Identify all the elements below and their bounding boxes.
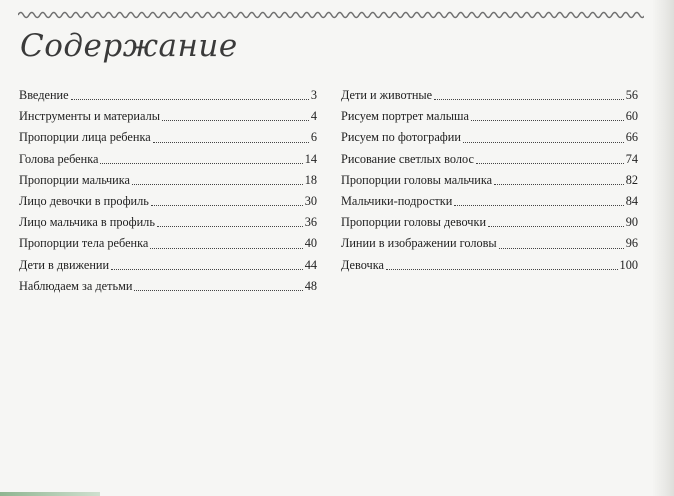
dot-leader [434,99,624,100]
toc-entry-title: Дети в движении [19,257,110,272]
toc-entry [19,276,317,297]
toc-entry [19,85,317,106]
toc-entry-title: Дети и животные [341,88,433,102]
dot-leader [150,248,302,249]
toc-entry-page-number: 30 [304,193,317,208]
toc-entry-title: Рисование светлых волос [341,151,474,166]
dot-leader [162,120,309,121]
toc-entry-title: Инструменты и материалы [19,109,160,124]
toc-entry-title: Рисуем портрет малыша [341,109,469,124]
toc-entry-page-number: 90 [625,215,638,230]
toc-entry-page-number: 44 [304,257,317,272]
toc-entry-title: Рисуем по фотографии [341,130,461,145]
dot-leader [71,99,309,100]
toc-entry [19,149,317,170]
toc-entry [19,255,317,276]
wavy-divider-line [18,8,644,22]
dot-leader [386,269,618,270]
dot-leader [488,226,624,227]
toc-column-right [341,85,638,276]
toc-entry-title: Пропорции тела ребенка [19,236,149,251]
toc-entry-page-number: 84 [625,193,638,208]
toc-entry-title: Пропорции головы мальчика [341,172,493,187]
toc-entry [341,149,638,170]
toc-entry-page-number: 96 [625,236,638,251]
toc-entry [19,233,317,254]
toc-column-left [19,85,317,297]
toc-entry-page-number: 6 [310,130,317,145]
dot-leader [132,184,303,185]
toc-entry-page-number: 56 [625,88,638,102]
toc-entry-page-number: 100 [619,257,638,272]
page-edge-shadow [652,0,674,496]
toc-entry-page-number: 36 [304,215,317,230]
toc-entry [19,106,317,127]
toc-entry [341,233,638,254]
dot-leader [157,226,303,227]
toc-entry [19,127,317,148]
dot-leader [153,142,309,143]
dot-leader [134,290,302,291]
toc-entry-title: Голова ребенка [19,151,99,166]
toc-entry [341,170,638,191]
dot-leader [499,248,624,249]
toc-entry-title: Введение [19,88,69,102]
toc-entry-title: Лицо девочки в профиль [19,193,149,208]
dot-leader [151,205,303,206]
toc-entry [341,85,638,106]
dot-leader [476,163,624,164]
toc-entry-title: Пропорции лица ребенка [19,130,151,145]
toc-entry-page-number: 18 [304,172,317,187]
toc-entry-title: Наблюдаем за детьми [19,278,133,293]
toc-entry-page-number: 74 [625,151,638,166]
toc-entry-page-number: 3 [310,88,317,102]
toc-entry [19,212,317,233]
cover-edge-strip [0,492,100,496]
toc-entry [19,170,317,191]
toc-entry-page-number: 82 [625,172,638,187]
toc-entry-page-number: 48 [304,278,317,293]
toc-entry-title: Мальчики-подростки [341,193,453,208]
dot-leader [494,184,624,185]
toc-entry-title: Линии в изображении головы [341,236,497,251]
toc-entry-page-number: 40 [304,236,317,251]
dot-leader [111,269,303,270]
toc-entry [341,255,638,276]
toc-entry [341,127,638,148]
toc-entry-title: Лицо мальчика в профиль [19,215,155,230]
toc-entry-page-number: 66 [625,130,638,145]
toc-entry [341,191,638,212]
toc-entry-page-number: 4 [310,109,317,124]
toc-entry-title: Пропорции мальчика [19,172,130,187]
dot-leader [454,205,623,206]
toc-entry [341,106,638,127]
page-title: Содержание [20,28,238,64]
toc-entry-page-number: 14 [304,151,317,166]
dot-leader [463,142,624,143]
dot-leader [471,120,624,121]
toc-entry [19,191,317,212]
toc-entry-title: Девочка [341,257,384,272]
toc-entry [341,212,638,233]
toc-entry-page-number: 60 [625,109,638,124]
toc-entry-title: Пропорции головы девочки [341,215,487,230]
dot-leader [100,163,302,164]
